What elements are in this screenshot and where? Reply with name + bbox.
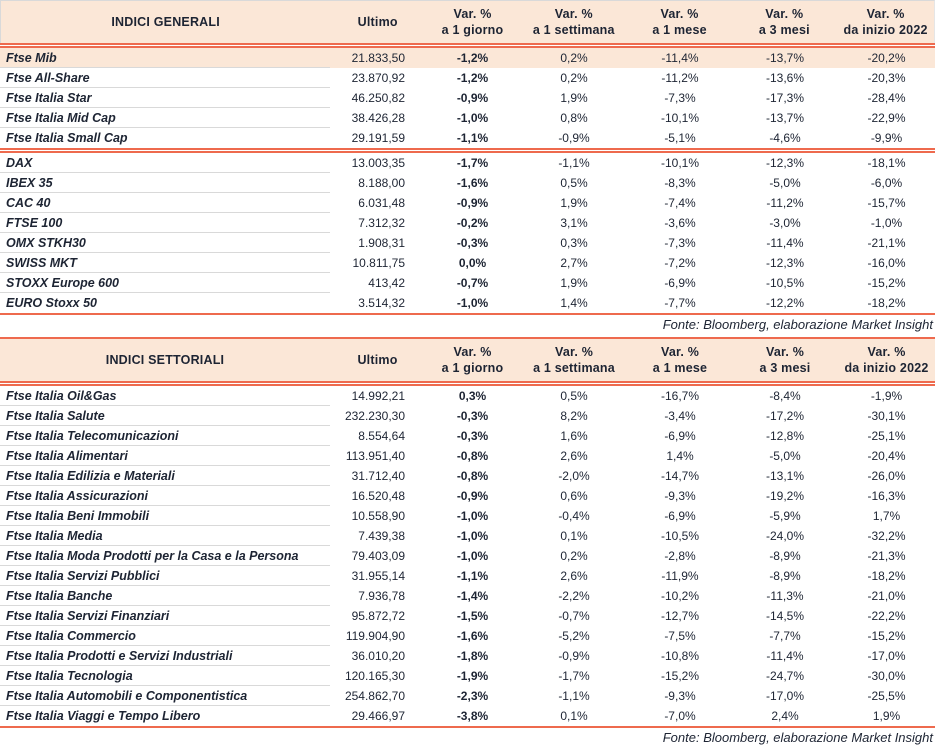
- var-value-3: -15,2%: [660, 669, 700, 683]
- var-value-2: -2,2%: [558, 589, 590, 603]
- table-row: [0, 48, 935, 68]
- var-value-5: -22,9%: [867, 111, 906, 125]
- var-value-3: -11,2%: [661, 71, 699, 85]
- var-value-5: -18,1%: [867, 156, 906, 170]
- column-header-line1: Var. %: [554, 7, 593, 21]
- general-indices-table-title: INDICI GENERALI: [111, 15, 220, 29]
- index-name: Ftse Italia Servizi Finanziari: [0, 606, 330, 626]
- column-header-line2: a 1 mese: [652, 361, 708, 375]
- var-value-3: -9,3%: [664, 489, 696, 503]
- var-value-5: 1,9%: [872, 709, 901, 723]
- var-value-1: -0,8%: [456, 469, 489, 483]
- var-value-2: 0,1%: [560, 529, 588, 543]
- var-value-2: 1,9%: [560, 196, 588, 210]
- var-value-1: 0,3%: [458, 389, 487, 403]
- last-value: 38.426,28: [351, 111, 405, 125]
- column-header-line1: Var. %: [660, 345, 700, 359]
- var-value-4: -4,6%: [769, 131, 801, 145]
- var-value-1: -1,2%: [456, 51, 489, 65]
- var-value-4: -11,3%: [766, 589, 804, 603]
- last-value: 16.520,48: [351, 489, 405, 503]
- var-value-5: -9,9%: [870, 131, 903, 145]
- var-value-2: 1,9%: [560, 91, 588, 105]
- var-value-4: -5,9%: [769, 509, 801, 523]
- var-value-1: -0,9%: [456, 489, 489, 503]
- column-header-line1: Var. %: [866, 7, 905, 21]
- var-value-1: -0,2%: [456, 216, 489, 230]
- column-header-var-5: [838, 344, 935, 376]
- last-value: 7.936,78: [358, 589, 405, 603]
- column-header-line1: Var. %: [765, 345, 805, 359]
- var-value-4: -11,4%: [766, 236, 804, 250]
- var-value-4: -12,2%: [765, 296, 805, 310]
- var-value-1: -1,6%: [456, 176, 489, 190]
- var-value-5: -32,2%: [867, 529, 906, 543]
- var-value-4: -17,2%: [765, 409, 805, 423]
- table-row: [0, 666, 935, 686]
- var-value-3: -7,3%: [664, 91, 696, 105]
- index-name: Ftse Italia Media: [0, 526, 330, 546]
- last-value: 46.250,82: [351, 91, 405, 105]
- last-value: 113.951,40: [345, 449, 405, 463]
- index-name: Ftse Italia Oil&Gas: [0, 386, 330, 406]
- last-value: 29.466,97: [351, 709, 405, 723]
- sector-indices-table-title: INDICI SETTORIALI: [105, 353, 225, 367]
- index-name: Ftse Italia Alimentari: [0, 446, 330, 466]
- column-header-var-5: [837, 6, 934, 38]
- last-value: 10.811,75: [352, 256, 405, 270]
- index-name: FTSE 100: [0, 213, 330, 233]
- var-value-1: 0,0%: [458, 256, 487, 270]
- index-name: Ftse Italia Mid Cap: [0, 108, 330, 128]
- var-value-3: -3,6%: [664, 216, 696, 230]
- table-row: [0, 606, 935, 626]
- var-value-2: 1,4%: [560, 296, 588, 310]
- var-value-3: -7,3%: [664, 236, 696, 250]
- var-value-2: 0,5%: [560, 389, 588, 403]
- column-header-line1: Var. %: [867, 345, 906, 359]
- var-value-3: -11,9%: [661, 569, 699, 583]
- var-value-4: -13,6%: [765, 71, 805, 85]
- var-value-5: -21,3%: [867, 549, 906, 563]
- table-row: [0, 213, 935, 233]
- column-header-var-3: [628, 344, 732, 376]
- var-value-5: -20,2%: [867, 51, 906, 65]
- var-value-5: -22,2%: [867, 609, 906, 623]
- index-name: Ftse Italia Edilizia e Materiali: [0, 466, 330, 486]
- var-value-3: -6,9%: [664, 509, 696, 523]
- table-row: [0, 426, 935, 446]
- var-value-3: -16,7%: [660, 389, 700, 403]
- var-value-3: -2,8%: [664, 549, 696, 563]
- var-value-2: -1,7%: [558, 669, 590, 683]
- var-value-5: -21,1%: [867, 236, 906, 250]
- var-value-2: 0,2%: [560, 71, 588, 85]
- index-name: CAC 40: [0, 193, 330, 213]
- var-value-1: -1,0%: [456, 529, 489, 543]
- table-row: [0, 486, 935, 506]
- general-indices-table: [0, 0, 935, 333]
- var-value-4: -10,5%: [765, 276, 805, 290]
- column-header-var-2: [520, 344, 628, 376]
- index-name: Ftse Mib: [0, 48, 330, 68]
- var-value-3: -10,8%: [660, 649, 700, 663]
- table-row: [0, 108, 935, 128]
- var-value-2: 0,8%: [560, 111, 588, 125]
- index-name: Ftse Italia Viaggi e Tempo Libero: [6, 709, 201, 723]
- var-value-3: -10,5%: [660, 529, 700, 543]
- var-value-5: -18,2%: [867, 296, 906, 310]
- var-value-1: -3,8%: [456, 709, 489, 723]
- var-value-4: -24,7%: [765, 669, 805, 683]
- column-header-var-1: [425, 344, 520, 376]
- table-row: [0, 526, 935, 546]
- var-value-4: -3,0%: [769, 216, 801, 230]
- var-value-1: -1,1%: [456, 131, 489, 145]
- var-value-5: -17,0%: [867, 649, 906, 663]
- last-value: 7.439,38: [358, 529, 405, 543]
- column-header-var-2: [520, 6, 628, 38]
- index-name: OMX STKH30: [0, 233, 330, 253]
- column-header-line1: Var. %: [765, 7, 804, 21]
- var-value-2: 0,5%: [560, 176, 588, 190]
- var-value-1: -0,9%: [456, 91, 489, 105]
- column-header-line1: Var. %: [554, 345, 594, 359]
- var-value-2: -0,4%: [558, 509, 590, 523]
- var-value-1: -1,0%: [456, 549, 489, 563]
- var-value-1: -1,8%: [456, 649, 489, 663]
- index-name: Ftse Italia Servizi Pubblici: [0, 566, 330, 586]
- var-value-3: -10,1%: [660, 111, 700, 125]
- column-header-line1: Ultimo: [357, 15, 398, 29]
- last-value: 232.230,30: [344, 409, 405, 423]
- index-name: IBEX 35: [0, 173, 330, 193]
- var-value-4: -11,2%: [766, 196, 804, 210]
- source-note: Fonte: Bloomberg, elaborazione Market Insight: [662, 729, 933, 745]
- column-header-line2: da inizio 2022: [843, 23, 928, 37]
- var-value-5: -18,2%: [867, 569, 906, 583]
- var-value-1: -0,8%: [456, 449, 489, 463]
- var-value-5: -15,2%: [867, 629, 906, 643]
- last-value: 13.003,35: [351, 156, 405, 170]
- var-value-2: 0,2%: [560, 549, 588, 563]
- last-value: 31.955,14: [351, 569, 405, 583]
- var-value-1: -0,9%: [456, 196, 489, 210]
- var-value-1: -0,3%: [456, 236, 489, 250]
- table-row: [0, 546, 935, 566]
- var-value-5: -1,0%: [870, 216, 903, 230]
- var-value-3: 1,4%: [666, 449, 694, 463]
- source-note: Fonte: Bloomberg, elaborazione Market Insight: [662, 316, 933, 332]
- table-row: [0, 466, 935, 486]
- last-value: 23.870,92: [351, 71, 405, 85]
- var-value-2: -2,0%: [558, 469, 590, 483]
- last-value: 254.862,70: [344, 689, 405, 703]
- var-value-1: -1,0%: [456, 509, 489, 523]
- var-value-4: -8,4%: [769, 389, 801, 403]
- index-name: Ftse Italia Prodotti e Servizi Industriali: [0, 646, 330, 666]
- last-value: 6.031,48: [358, 196, 405, 210]
- var-value-3: -7,4%: [664, 196, 696, 210]
- var-value-4: -13,7%: [765, 51, 805, 65]
- var-value-4: -19,2%: [765, 489, 805, 503]
- var-value-4: -8,9%: [769, 549, 801, 563]
- var-value-5: -20,3%: [867, 71, 906, 85]
- table-row: [0, 293, 935, 313]
- var-value-5: -28,4%: [867, 91, 906, 105]
- var-value-5: -1,9%: [870, 389, 903, 403]
- table-row: [0, 153, 935, 173]
- var-value-2: 8,2%: [560, 409, 588, 423]
- last-value: 119.904,90: [345, 629, 405, 643]
- table-row: [0, 173, 935, 193]
- var-value-3: -7,7%: [664, 296, 696, 310]
- last-value: 8.188,00: [358, 176, 405, 190]
- var-value-4: -5,0%: [769, 176, 801, 190]
- var-value-4: -11,4%: [766, 649, 804, 663]
- var-value-5: -15,2%: [867, 276, 906, 290]
- var-value-5: -20,4%: [867, 449, 906, 463]
- index-name: STOXX Europe 600: [0, 273, 330, 293]
- var-value-3: -8,3%: [664, 176, 696, 190]
- var-value-2: 2,7%: [560, 256, 588, 270]
- column-header-line2: a 1 giorno: [441, 23, 504, 37]
- var-value-2: -5,2%: [558, 629, 590, 643]
- column-header-var-3: [628, 6, 732, 38]
- var-value-5: -6,0%: [870, 176, 903, 190]
- table-row: [0, 706, 935, 726]
- last-value: 1.908,31: [358, 236, 405, 250]
- last-value: 14.992,21: [351, 389, 405, 403]
- column-header-line2: a 3 mesi: [758, 23, 810, 37]
- var-value-2: 3,1%: [560, 216, 588, 230]
- var-value-2: -1,1%: [558, 156, 590, 170]
- table-row: [0, 686, 935, 706]
- var-value-2: -0,9%: [558, 131, 590, 145]
- var-value-2: -0,9%: [558, 649, 590, 663]
- column-header-line1: Var. %: [660, 7, 699, 21]
- var-value-2: 0,6%: [560, 489, 588, 503]
- column-header-line2: a 1 mese: [652, 23, 707, 37]
- var-value-4: -17,3%: [765, 91, 805, 105]
- column-header-var-1: [425, 6, 520, 38]
- var-value-2: 1,9%: [560, 276, 588, 290]
- last-value: 21.833,50: [351, 51, 405, 65]
- table-row: [0, 88, 935, 108]
- last-value: 413,42: [368, 276, 405, 290]
- index-name: Ftse Italia Banche: [0, 586, 330, 606]
- var-value-1: -1,2%: [456, 71, 489, 85]
- var-value-5: -25,1%: [867, 429, 906, 443]
- table-row: [0, 626, 935, 646]
- var-value-1: -1,5%: [456, 609, 489, 623]
- column-header-line2: a 1 giorno: [441, 361, 504, 375]
- var-value-1: -1,9%: [456, 669, 489, 683]
- var-value-4: -12,3%: [765, 156, 805, 170]
- var-value-4: -8,9%: [769, 569, 801, 583]
- var-value-3: -10,2%: [660, 589, 700, 603]
- var-value-2: 0,1%: [560, 709, 588, 723]
- table-row: [0, 386, 935, 406]
- table-row: [0, 446, 935, 466]
- last-value: 36.010,20: [351, 649, 405, 663]
- column-header-line1: Var. %: [453, 7, 492, 21]
- var-value-3: -14,7%: [660, 469, 700, 483]
- var-value-4: -7,7%: [769, 629, 801, 643]
- var-value-3: -6,9%: [664, 276, 696, 290]
- var-value-3: -5,1%: [664, 131, 696, 145]
- var-value-1: -1,0%: [456, 111, 489, 125]
- var-value-1: -0,3%: [456, 429, 489, 443]
- var-value-4: -12,3%: [765, 256, 805, 270]
- index-name: Ftse Italia Star: [0, 88, 330, 108]
- column-header-var-4: [731, 6, 837, 38]
- var-value-3: -12,7%: [660, 609, 700, 623]
- var-value-4: -5,0%: [769, 449, 801, 463]
- var-value-5: -26,0%: [867, 469, 906, 483]
- var-value-4: -13,1%: [765, 469, 805, 483]
- column-header-line1: Var. %: [453, 345, 492, 359]
- var-value-3: -9,3%: [664, 689, 696, 703]
- var-value-4: -24,0%: [765, 529, 805, 543]
- var-value-3: -11,4%: [661, 51, 699, 65]
- last-value: 8.554,64: [358, 429, 405, 443]
- table-row: [0, 586, 935, 606]
- var-value-4: -12,8%: [765, 429, 805, 443]
- var-value-4: -17,0%: [765, 689, 805, 703]
- var-value-1: -2,3%: [456, 689, 489, 703]
- table-row: [0, 193, 935, 213]
- var-value-3: -7,0%: [664, 709, 696, 723]
- last-value: 95.872,72: [351, 609, 405, 623]
- last-value: 31.712,40: [351, 469, 405, 483]
- last-value: 7.312,32: [358, 216, 405, 230]
- var-value-1: -1,4%: [456, 589, 489, 603]
- last-value: 3.514,32: [358, 296, 405, 310]
- var-value-2: 2,6%: [560, 569, 588, 583]
- var-value-5: 1,7%: [872, 509, 901, 523]
- var-value-1: -1,6%: [456, 629, 489, 643]
- column-header-ultimo: [330, 352, 425, 368]
- index-name: Ftse Italia Assicurazioni: [0, 486, 330, 506]
- general-indices-header-row: [0, 0, 935, 43]
- index-name: SWISS MKT: [0, 253, 330, 273]
- var-value-2: -0,7%: [558, 609, 590, 623]
- var-value-1: -1,7%: [456, 156, 489, 170]
- column-header-line2: da inizio 2022: [844, 361, 929, 375]
- index-name: Ftse Italia Commercio: [0, 626, 330, 646]
- var-value-1: -1,1%: [456, 569, 489, 583]
- table-row: [0, 128, 935, 148]
- var-value-2: 2,6%: [560, 449, 588, 463]
- var-value-4: 2,4%: [771, 709, 799, 723]
- last-value: 120.165,30: [344, 669, 405, 683]
- var-value-3: -6,9%: [664, 429, 696, 443]
- index-name: Ftse Italia Small Cap: [6, 131, 128, 145]
- last-value: 79.403,09: [351, 549, 405, 563]
- table-row: [0, 646, 935, 666]
- var-value-5: -16,3%: [867, 489, 906, 503]
- var-value-5: -30,1%: [867, 409, 906, 423]
- index-name: Ftse Italia Telecomunicazioni: [0, 426, 330, 446]
- column-header-line2: a 1 settimana: [533, 361, 615, 375]
- column-header-line2: a 1 settimana: [532, 23, 615, 37]
- table-row: [0, 273, 935, 293]
- index-name: Ftse Italia Moda Prodotti per la Casa e la Persona: [0, 546, 330, 566]
- sector-indices-header-row: [0, 337, 935, 381]
- var-value-5: -30,0%: [867, 669, 906, 683]
- index-name: Ftse Italia Automobili e Componentistica: [0, 686, 330, 706]
- column-header-ultimo: [330, 14, 425, 30]
- var-value-5: -25,5%: [867, 689, 906, 703]
- var-value-3: -3,4%: [664, 409, 696, 423]
- table-row: [0, 68, 935, 88]
- var-value-3: -10,1%: [660, 156, 700, 170]
- column-header-line1: Ultimo: [357, 353, 398, 367]
- column-header-var-4: [732, 344, 838, 376]
- table-row: [0, 233, 935, 253]
- index-name: EURO Stoxx 50: [6, 296, 98, 310]
- var-value-4: -13,7%: [765, 111, 805, 125]
- var-value-5: -16,0%: [867, 256, 906, 270]
- var-value-2: 0,3%: [560, 236, 588, 250]
- index-name: Ftse Italia Salute: [0, 406, 330, 426]
- index-name: Ftse Italia Beni Immobili: [0, 506, 330, 526]
- var-value-3: -7,2%: [664, 256, 696, 270]
- var-value-3: -7,5%: [664, 629, 696, 643]
- var-value-2: -1,1%: [558, 689, 590, 703]
- column-header-line2: a 3 mesi: [759, 361, 811, 375]
- table-row: [0, 253, 935, 273]
- var-value-4: -14,5%: [765, 609, 805, 623]
- index-name: DAX: [0, 153, 330, 173]
- var-value-5: -21,0%: [867, 589, 906, 603]
- last-value: 10.558,90: [351, 509, 405, 523]
- index-name: Ftse Italia Tecnologia: [0, 666, 330, 686]
- var-value-1: -1,0%: [456, 296, 489, 310]
- var-value-1: -0,7%: [456, 276, 489, 290]
- var-value-2: 0,2%: [560, 51, 588, 65]
- var-value-5: -15,7%: [867, 196, 906, 210]
- table-row: [0, 406, 935, 426]
- sector-indices-table: [0, 337, 935, 746]
- var-value-1: -0,3%: [456, 409, 489, 423]
- var-value-2: 1,6%: [560, 429, 588, 443]
- table-row: [0, 506, 935, 526]
- index-name: Ftse All-Share: [0, 68, 330, 88]
- table-row: [0, 566, 935, 586]
- last-value: 29.191,59: [351, 131, 405, 145]
